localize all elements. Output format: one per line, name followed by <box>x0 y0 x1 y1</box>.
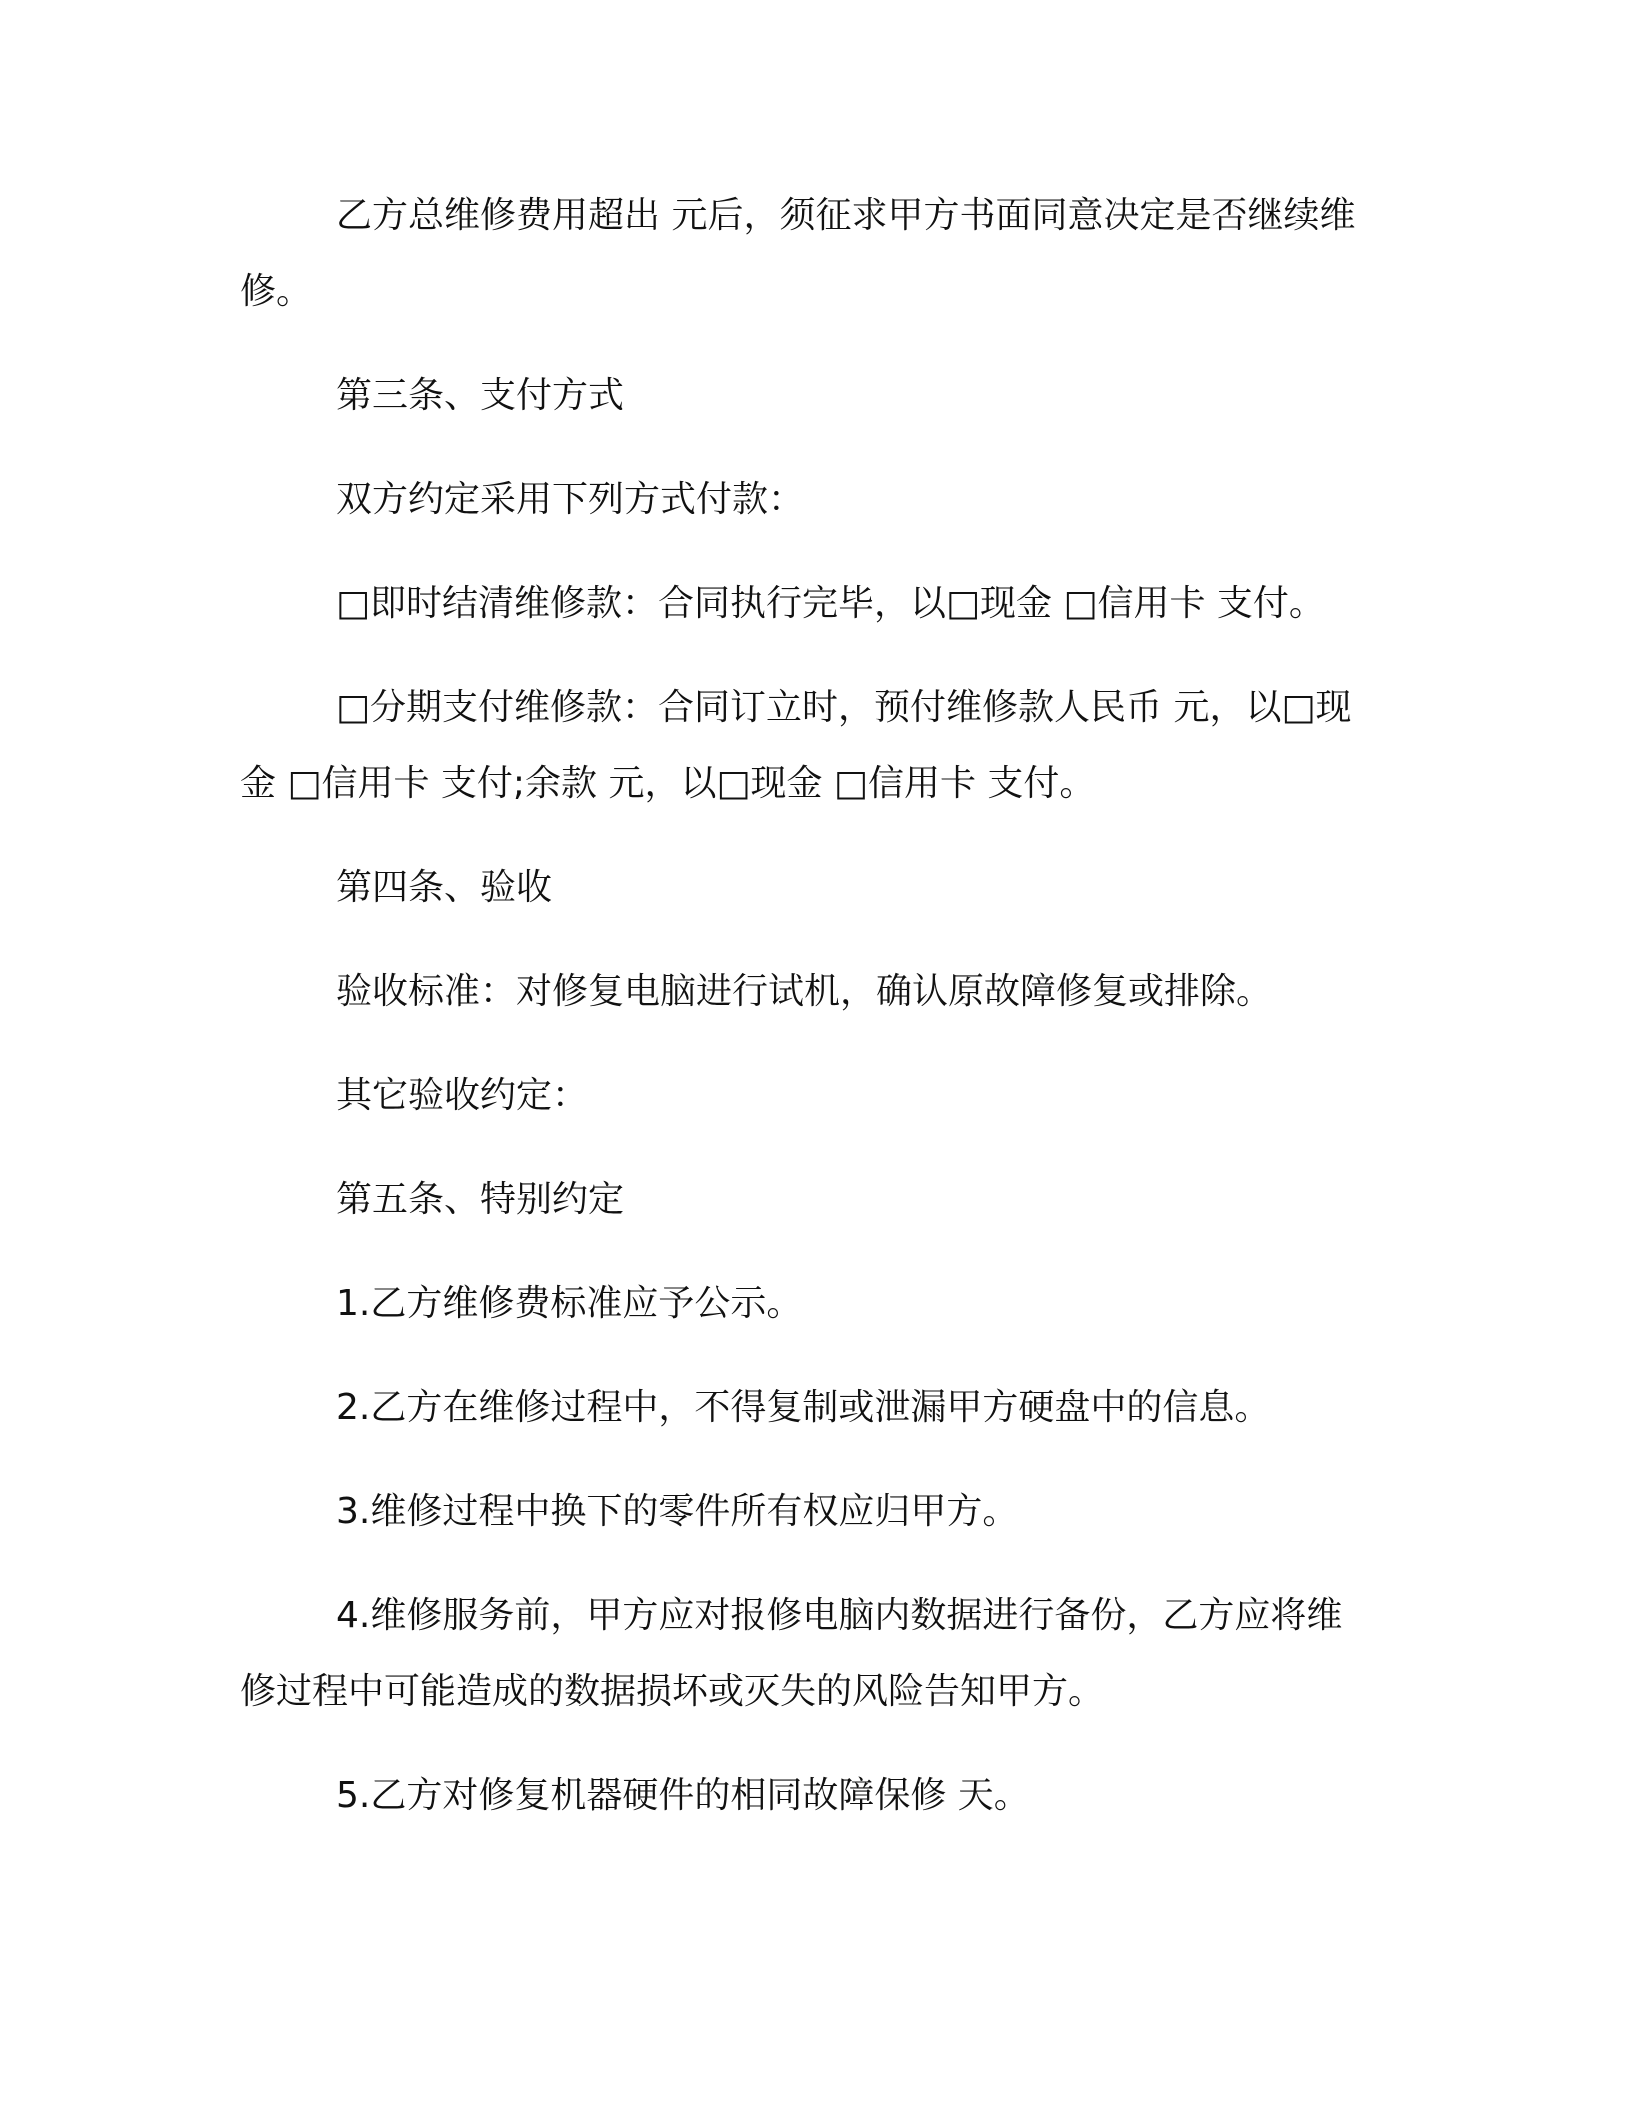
heading-article-3: 第三条、支付方式 <box>336 375 625 416</box>
clause-2: 2.乙方在维修过程中，不得复制或泄漏甲方硬盘中的信息。 <box>336 1387 1271 1428</box>
heading-article-5: 第五条、特别约定 <box>336 1179 625 1220</box>
paragraph-payment-intro: 双方约定采用下列方式付款： <box>336 479 805 520</box>
clause-3: 3.维修过程中换下的零件所有权应归甲方。 <box>336 1491 1019 1532</box>
paragraph-installment-line1: □分期支付维修款：合同订立时，预付维修款人民币 元，以□现 <box>336 687 1352 728</box>
clause-4-line1: 4.维修服务前，甲方应对报修电脑内数据进行备份，乙方应将维 <box>336 1595 1343 1636</box>
paragraph-acceptance-standard: 验收标准：对修复电脑进行试机，确认原故障修复或排除。 <box>336 971 1273 1012</box>
paragraph-fee-limit-line1: 乙方总维修费用超出 元后，须征求甲方书面同意决定是否继续维 <box>336 195 1356 236</box>
paragraph-other-acceptance: 其它验收约定： <box>336 1075 589 1116</box>
clause-5: 5.乙方对修复机器硬件的相同故障保修 天。 <box>336 1775 1030 1816</box>
paragraph-installment-line2: 金 □信用卡 支付;余款 元，以□现金 □信用卡 支付。 <box>240 763 1096 804</box>
heading-article-4: 第四条、验收 <box>336 867 553 908</box>
clause-4-line2: 修过程中可能造成的数据损坏或灭失的风险告知甲方。 <box>240 1671 1105 1712</box>
clause-1: 1.乙方维修费标准应予公示。 <box>336 1283 803 1324</box>
paragraph-immediate-payment: □即时结清维修款：合同执行完毕，以□现金 □信用卡 支付。 <box>336 583 1325 624</box>
paragraph-fee-limit-line2: 修。 <box>240 271 313 312</box>
